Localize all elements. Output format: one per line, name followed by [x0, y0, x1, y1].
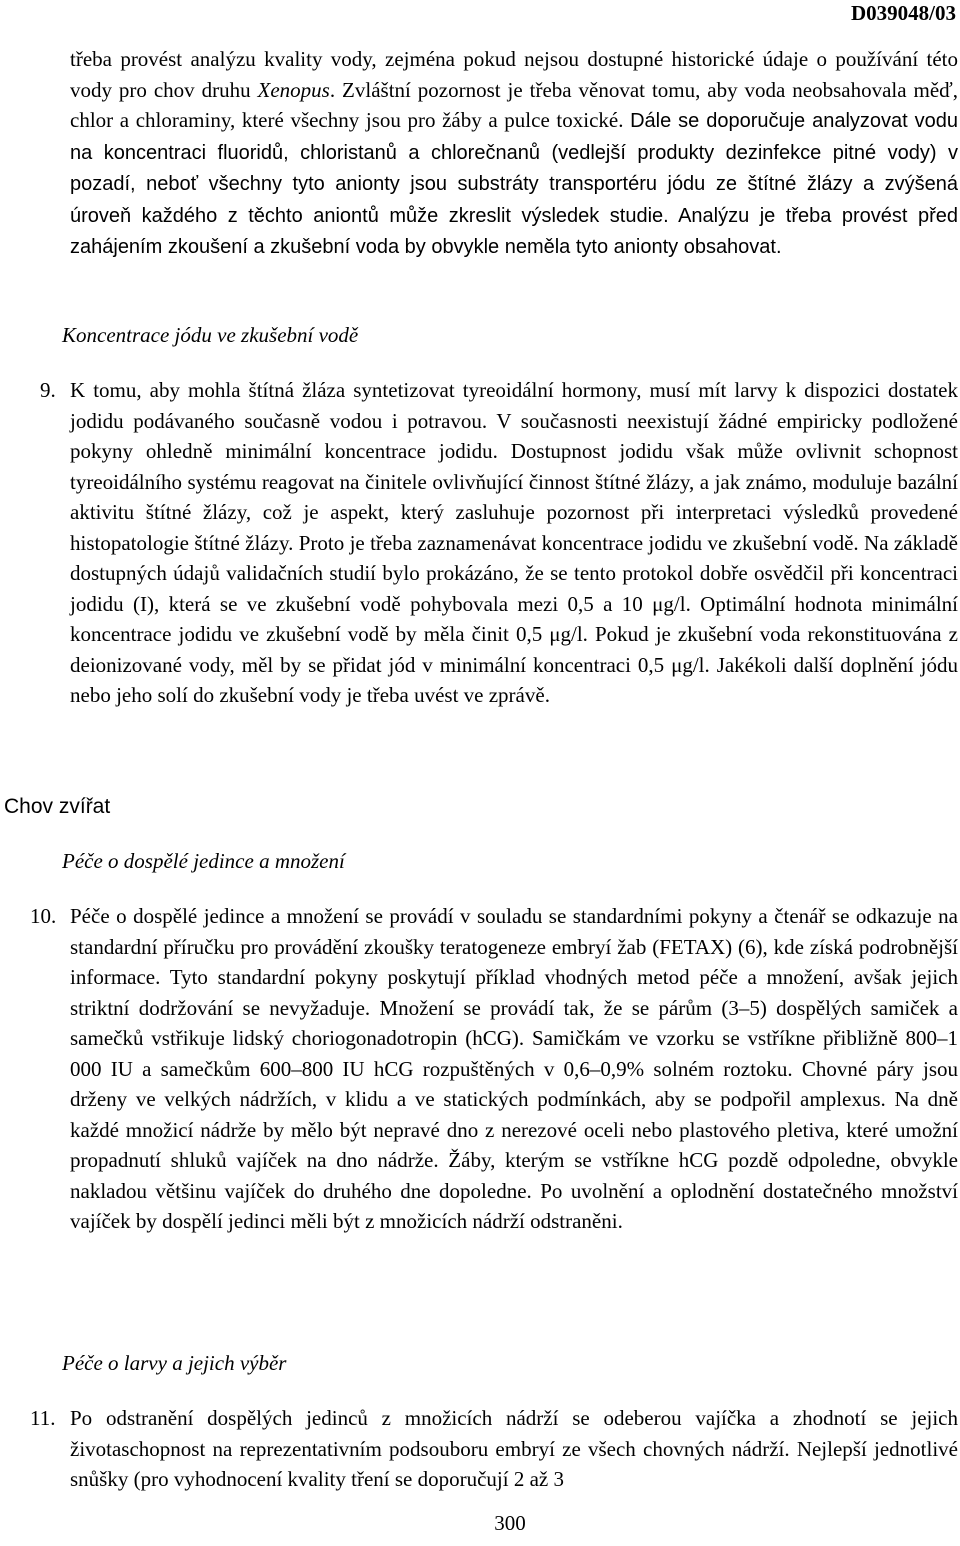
paragraph-11: Po odstranění dospělých jedinců z množicích nádrží se odeberou vajíčka a zhodnotí se jejich životaschopnost na reprezentativním podsouboru embryí ze všech chovných nádrží. Nejlepší jednotlivé snůšky (pro vyhodnocení kvality tření se doporučují 2 až 3: [70, 1406, 958, 1491]
paragraph-water-quality: [70, 44, 958, 263]
section-title-animal-husbandry: Chov zvířat: [4, 795, 111, 818]
paragraph-text: Dále se doporučuje analyzovat vodu na koncentraci fluoridů, chloristanů a chlorečnanů (vedlejší produkty dezinfekce pitné vody) v pozadí, neboť všechny tyto anionty jsou substráty transportéru jódu ze štítné žlázy a zvýšená úroveň každého z těchto aniontů může zkreslit výsledek studie. Analýzu je třeba provést před zahájením zkoušení a zkušební voda by obvykle neměla tyto anionty obsahovat.: [70, 110, 959, 258]
paragraph-10: Péče o dospělé jedince a množení se provádí v souladu se standardními pokyny a čtenář se odkazuje na standardní příručku pro provádění zkoušky teratogeneze embryí žab (FETAX) (6), kde získá podrobnější informace. Tyto standardní pokyny poskytují příklad vhodných metod péče a množení, avšak jejich striktní dodržování se nevyžaduje. Množení se provádí tak, že se párům (3–5) dospělých samiček a samečků vstřikuje lidský choriogonadotropin (hCG). Samičkám ve vzorku se vstříkne přibližně 800–1 000 IU a samečkům 600–800 IU hCG rozpuštěných v 0,6–0,9% solném roztoku. Chovné páry jsou drženy ve velkých nádržích, v klidu a ve statických podmínkách, aby se podpořil amplexus. Na dně každé množicí nádrže by mělo být nepravé dno z nerezové oceli nebo plastového pletiva, které umožní propadnutí shluků vajíček na dno nádrže. Žáby, kterým se vstříkne hCG pozdě odpoledne, obvykle nakladou většinu vajíček do druhého dne dopoledne. Po uvolnění a oplodnění dostatečného množství vajíček by dospělí jedinci měli být z množicích nádrží odstraněni.: [70, 904, 958, 1233]
document-id: D039048/03: [851, 1, 956, 25]
paragraph-text: třeba provést analýzu kvality vody, zejména pokud nejsou dostupné historické údaje o používání této vody pro chov druhu: [70, 47, 958, 102]
paragraph-number: 9.: [40, 378, 56, 402]
paragraph-9: K tomu, aby mohla štítná žláza syntetizovat tyreoidální hormony, musí mít larvy k dispozici dostatek jodidu podávaného současně vodou i potravou. V současnosti neexistují žádné empiricky podložené pokyny ohledně minimální koncentrace jodidu. Dostupnost jodidu však může ovlivnit schopnost tyreoidálního systému reagovat na činitele ovlivňující činnost štítné žlázy, a jak známo, moduluje bazální aktivitu štítné žlázy, což je aspekt, který zasluhuje pozornost při interpretaci výsledků provedené histopatologie štítné žlázy. Proto je třeba zaznamenávat koncentrace jodidu ve zkušební vodě. Na základě dostupných údajů validačních studií bylo prokázáno, že se tento protokol dobře osvědčil při koncentraci jodidu (I), která se ve zkušební vodě pohybovala mezi 0,5 a 10 μg/l. Optimální hodnota minimální koncentrace jodidu ve zkušební vodě by měla činit 0,5 μg/l. Pokud je zkušební voda rekonstituována z deionizované vody, měl by se přidat jód v minimální koncentraci 0,5 μg/l. Jakékoli další doplnění jódu nebo jeho solí do zkušební vody je třeba uvést ve zprávě.: [70, 378, 958, 707]
species-name: Xenopus: [257, 77, 330, 102]
paragraph-number: 11.: [30, 1406, 56, 1430]
subheading-larvae-care: Péče o larvy a jejich výběr: [62, 1351, 287, 1375]
page-number: 300: [494, 1511, 526, 1535]
subheading-iodine-concentration: Koncentrace jódu ve zkušební vodě: [62, 323, 359, 347]
paragraph-number: 10.: [30, 904, 57, 928]
paragraph-text: . Zvláštní pozornost je třeba věnovat tomu, aby voda neobsahovala měď, chlor a chloraminy, které všechny jsou pro žáby a pulce toxické.: [70, 77, 958, 132]
subheading-adult-care: Péče o dospělé jedince a množení: [62, 849, 345, 873]
